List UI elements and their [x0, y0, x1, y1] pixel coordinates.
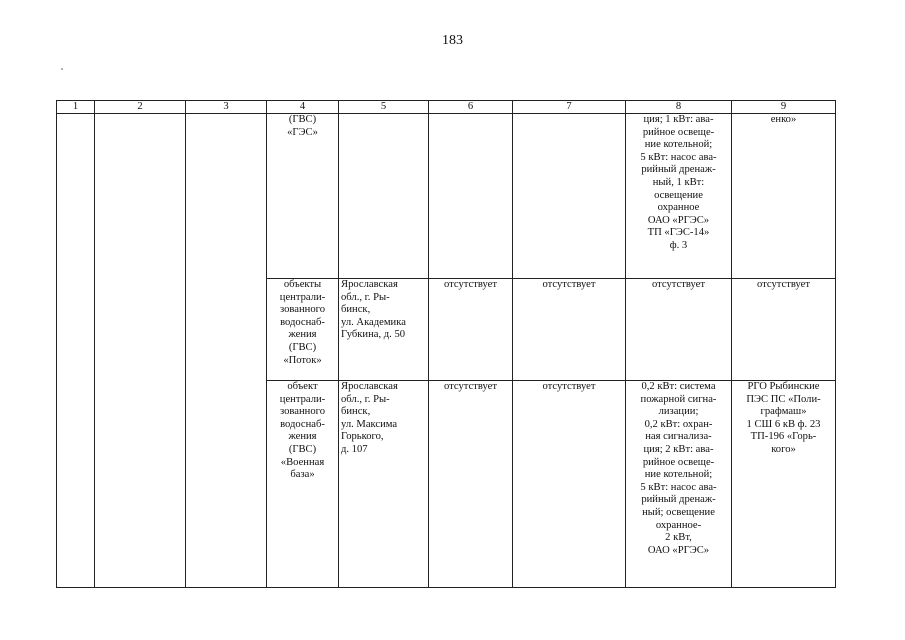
- cell-col-7-value: [513, 114, 626, 279]
- cell-col-6-value: отсутствует: [429, 279, 513, 381]
- cell-object: (ГВС) «ГЭС»: [267, 114, 339, 279]
- cell-address: Ярославская обл., г. Ры- бинск, ул. Академика Губкина, д. 50: [339, 279, 429, 381]
- column-header-6: 6: [429, 101, 513, 114]
- cell-supply-source: РГО Рыбинские ПЭС ПС «Поли- графмаш» 1 СШ 6 кВ ф. 23 ТП-196 «Горь- кого»: [732, 381, 836, 588]
- table-row: [57, 114, 836, 279]
- data-table: [56, 100, 836, 588]
- cell-col-7-value: отсутствует: [513, 279, 626, 381]
- cell-col-6-value: [429, 114, 513, 279]
- cell-object: объекты централи- зованного водоснаб- жения (ГВС) «Поток»: [267, 279, 339, 381]
- cell-power-details: отсутствует: [626, 279, 732, 381]
- cell-col-2: [95, 114, 186, 588]
- cell-address: [339, 114, 429, 279]
- column-header-9: 9: [732, 101, 836, 114]
- cell-col-1: [57, 114, 95, 588]
- column-header-5: 5: [339, 101, 429, 114]
- column-header-3: 3: [186, 101, 267, 114]
- column-header-4: 4: [267, 101, 339, 114]
- cell-supply-source: енко»: [732, 114, 836, 279]
- cell-col-3: [186, 114, 267, 588]
- cell-supply-source: отсутствует: [732, 279, 836, 381]
- cell-address: Ярославская обл., г. Ры- бинск, ул. Максима Горького, д. 107: [339, 381, 429, 588]
- cell-object: объект централи- зованного водоснаб- жения (ГВС) «Военная база»: [267, 381, 339, 588]
- column-header-2: 2: [95, 101, 186, 114]
- header-row: [57, 101, 836, 114]
- cell-col-6-value: отсутствует: [429, 381, 513, 588]
- cell-col-7-value: отсутствует: [513, 381, 626, 588]
- scan-speck: [61, 68, 63, 70]
- page-number: 183: [442, 33, 463, 48]
- cell-power-details: 0,2 кВт: система пожарной сигна- лизации; 0,2 кВт: охран- ная сигнализа- ция; 2 кВт: ава- рийное освеще- ние котельной; 5 кВт: насос ава- рийный дренаж- ный; освещение охранное- 2 кВт, ОАО «РГЭС»: [626, 381, 732, 588]
- cell-power-details: ция; 1 кВт: ава- рийное освеще- ние котельной; 5 кВт: насос ава- рийный дренаж- ный, 1 кВт: освещение охранное ОАО «РГЭС» ТП «ГЭС-14» ф. 3: [626, 114, 732, 279]
- column-header-8: 8: [626, 101, 732, 114]
- column-header-1: 1: [57, 101, 95, 114]
- column-header-7: 7: [513, 101, 626, 114]
